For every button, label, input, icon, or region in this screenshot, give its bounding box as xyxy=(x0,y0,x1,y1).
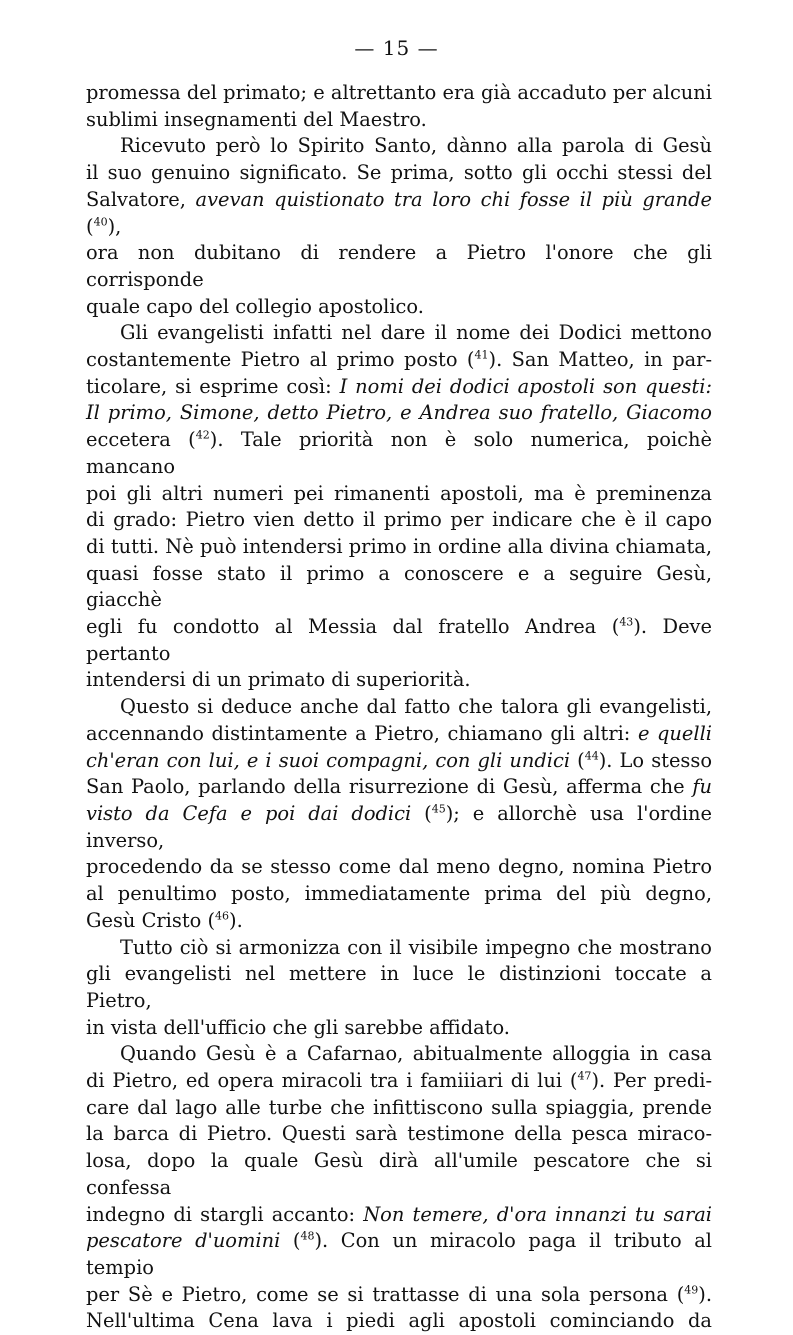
footnote-ref: 40 xyxy=(93,215,108,229)
text-line: Gesù Cristo ($^{46}$). xyxy=(86,908,243,932)
text-line: San Paolo, parlando della risurrezione di Gesù, afferma che fu xyxy=(86,775,712,799)
text-line: intendersi di un primato di superiorità. xyxy=(86,668,471,692)
footnote-ref: 47 xyxy=(577,1069,592,1083)
paragraph xyxy=(86,80,712,133)
italic-quote: Non temere, d'ora innanzi tu sarai xyxy=(363,1202,713,1226)
footnote-ref: 42 xyxy=(195,428,210,442)
paragraph xyxy=(86,133,712,320)
text-line: in vista dell'ufficio che gli sarebbe affidato. xyxy=(86,1015,510,1039)
text-line: ora non dubitano di rendere a Pietro l'onore che gli corrisponde xyxy=(86,241,712,291)
text-line: losa, dopo la quale Gesù dirà all'umile pescatore che si confessa xyxy=(86,1149,712,1199)
italic-quote: ch'eran con lui, e i suoi compagni, con gli undici xyxy=(86,748,571,772)
footnote-ref: 45 xyxy=(431,802,446,816)
italic-quote: pescatore d'uomini xyxy=(86,1229,281,1253)
text-line: Questo si deduce anche dal fatto che talora gli evangelisti, xyxy=(120,695,712,719)
text-line: Ricevuto però lo Spirito Santo, dànno alla parola di Gesù xyxy=(120,134,712,158)
text-line: il suo genuino significato. Se prima, sotto gli occhi stessi del xyxy=(86,161,712,185)
text-line: ticolare, si esprime così: I nomi dei dodici apostoli son questi: xyxy=(86,374,712,398)
italic-quote: Il primo, Simone, detto Pietro, e Andrea suo fratello, Giacomo xyxy=(86,401,712,425)
text-line: Salvatore, avevan quistionato tra loro chi fosse il più grande ($^{40}$), xyxy=(86,187,712,238)
text-line: egli fu condotto al Messia dal fratello Andrea ($^{43}$). Deve pertanto xyxy=(86,615,712,665)
footnote-ref: 41 xyxy=(474,348,489,362)
italic-quote: I nomi dei dodici apostoli son questi: xyxy=(339,374,712,398)
body-text xyxy=(86,80,712,1335)
paragraph xyxy=(86,1041,712,1335)
footnote-ref: 48 xyxy=(300,1229,315,1243)
text-line: per Sè e Pietro, come se si trattasse di una sola persona ($^{49}$). xyxy=(86,1282,712,1306)
italic-quote: avevan quistionato tra loro chi fosse il più grande xyxy=(195,187,712,211)
text-line: quasi fosse stato il primo a conoscere e a seguire Gesù, giacchè xyxy=(86,561,712,612)
text-line: di Pietro, ed opera miracoli tra i famiiiari di lui ($^{47}$). Per predi- xyxy=(86,1069,712,1093)
text-line: pescatore d'uomini ($^{48}$). Con un miracolo paga il tributo al tempio xyxy=(86,1229,712,1279)
text-line: al penultimo posto, immediatamente prima del più degno, xyxy=(86,882,712,906)
text-line: care dal lago alle turbe che infittiscono sulla spiaggia, prende xyxy=(86,1095,712,1119)
text-line: poi gli altri numeri pei rimanenti apostoli, ma è preminenza xyxy=(86,481,712,505)
text-line: quale capo del collegio apostolico. xyxy=(86,294,424,318)
footnote-ref: 44 xyxy=(584,749,599,763)
footnote-ref: 49 xyxy=(684,1283,699,1297)
page-number: — 15 — xyxy=(354,36,439,60)
footnote-ref: 43 xyxy=(619,615,634,629)
text-line: indegno di stargli accanto: Non temere, d'ora innanzi tu sarai xyxy=(86,1202,713,1226)
text-line: visto da Cefa e poi dai dodici ($^{45}$); e allorchè usa l'ordine inverso, xyxy=(86,801,712,852)
paragraph xyxy=(86,694,712,934)
text-line: la barca di Pietro. Questi sarà testimone della pesca miraco- xyxy=(86,1122,712,1146)
italic-quote: visto da Cefa e poi dai dodici xyxy=(86,801,412,825)
text-line: accennando distintamente a Pietro, chiamano gli altri: e quelli xyxy=(86,721,713,745)
text-line: gli evangelisti nel mettere in luce le distinzioni toccate a Pietro, xyxy=(86,962,712,1012)
text-line: di tutti. Nè può intendersi primo in ordine alla divina chiamata, xyxy=(86,534,712,558)
text-line: procedendo da se stesso come dal meno degno, nomina Pietro xyxy=(86,855,712,879)
text-line: sublimi insegnamenti del Maestro. xyxy=(86,107,427,131)
text-line: promessa del primato; e altrettanto era già accaduto per alcuni xyxy=(86,81,712,104)
footnote-ref: 46 xyxy=(215,909,230,923)
text-line: costantemente Pietro al primo posto ($^{41}$). San Matteo, in par- xyxy=(86,348,712,372)
paragraph xyxy=(86,320,712,694)
italic-quote: e quelli xyxy=(637,721,713,745)
text-line: di grado: Pietro vien detto il primo per indicare che è il capo xyxy=(86,508,712,532)
italic-quote: fu xyxy=(692,775,712,799)
text-line: Tutto ciò si armonizza con il visibile impegno che mostrano xyxy=(120,935,712,959)
text-line: Gli evangelisti infatti nel dare il nome dei Dodici mettono xyxy=(120,321,712,345)
text-line: ch'eran con lui, e i suoi compagni, con gli undici ($^{44}$). Lo stesso xyxy=(86,748,713,772)
paragraph xyxy=(86,935,712,1042)
text-line: eccetera ($^{42}$). Tale priorità non è solo numerica, poichè mancano xyxy=(86,428,712,478)
text-line: Nell'ultima Cena lava i piedi agli apostoli cominciando da xyxy=(86,1309,712,1333)
text-line: Quando Gesù è a Cafarnao, abitualmente alloggia in casa xyxy=(120,1042,712,1066)
text-line xyxy=(86,400,712,427)
